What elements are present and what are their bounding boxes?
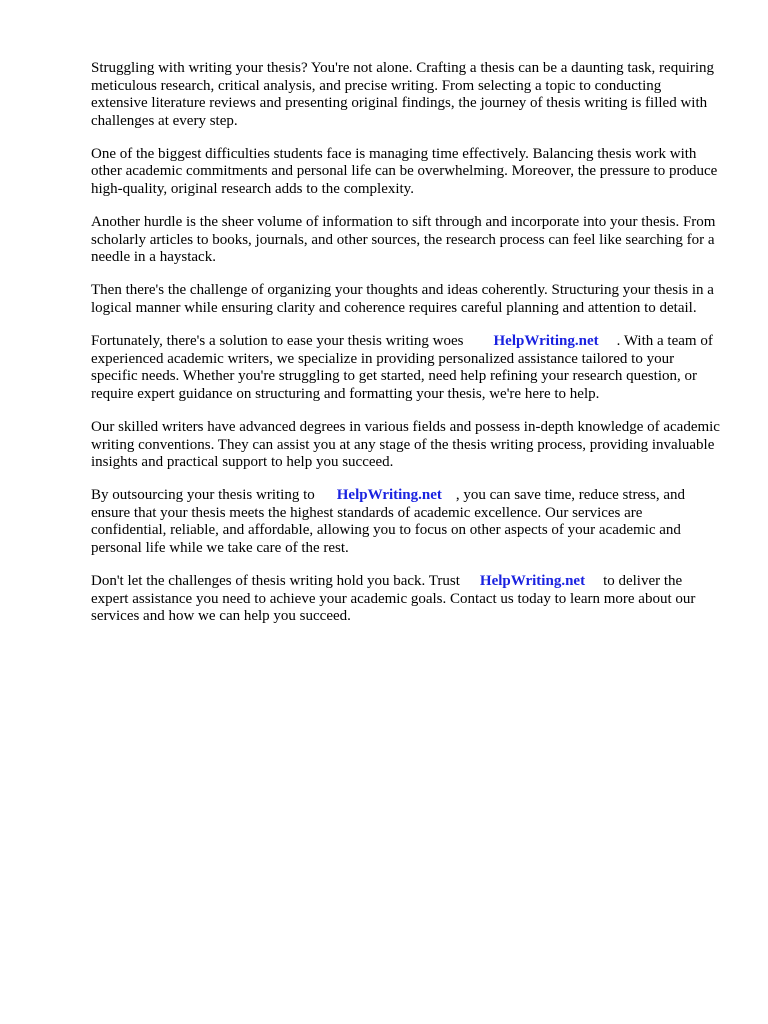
helpwriting-link-3[interactable]: HelpWriting.net (479, 573, 586, 590)
document-body (91, 60, 721, 641)
paragraph-writers: Our skilled writers have advanced degrees in various fields and possess in-depth knowledge of academic writing conventions. They can assist you at any stage of the thesis writing process, providing invaluable insights and practical support to help you succeed. (91, 419, 720, 471)
paragraph-intro: Struggling with writing your thesis? You're not alone. Crafting a thesis can be a daunting task, requiring meticulous research, critical analysis, and precise writing. From selecting a topic to conducting extensive literature reviews and presenting original findings, the journey of thesis writing is filled with challenges at every step. (91, 60, 715, 129)
helpwriting-link-2[interactable]: HelpWriting.net (336, 487, 442, 504)
paragraph-closing (91, 573, 721, 626)
paragraph-outsourcing-text-before: By outsourcing your thesis writing to (91, 487, 315, 504)
paragraph-outsourcing (91, 487, 721, 557)
paragraph-solution-text-before: Fortunately, there's a solution to ease your thesis writing woes (91, 333, 464, 350)
paragraph-organizing: Then there's the challenge of organizing your thoughts and ideas coherently. Structuring your thesis in a logical manner while ensuring clarity and coherence requires careful planning and attention to detail. (91, 282, 714, 317)
paragraph-outsourcing-text-after: , you can save time, reduce stress, and ensure that your thesis meets the highest standards of academic excellence. Our services are confidential, reliable, and affordable, allowing you to focus on other aspects of your academic and personal life while we take care of the rest. (91, 487, 685, 557)
paragraph-solution-text-after: . With a team of experienced academic writers, we specialize in providing personalized assistance tailored to your specific needs. Whether you're struggling to get started, need help refining your research question, or require expert guidance on structuring and formatting your thesis, we're here to help. (91, 333, 713, 402)
paragraph-closing-text-before: Don't let the challenges of thesis writing hold you back. Trust (91, 573, 460, 590)
paragraph-information-volume: Another hurdle is the sheer volume of information to sift through and incorporate into your thesis. From scholarly articles to books, journals, and other sources, the research process can feel like searching for a needle in a haystack. (91, 214, 716, 266)
helpwriting-link-1[interactable]: HelpWriting.net (493, 333, 599, 350)
paragraph-time-management: One of the biggest difficulties students face is managing time effectively. Balancing thesis work with other academic commitments and personal life can be overwhelming. Moreover, the pressure to produce high-quality, original research adds to the complexity. (91, 145, 718, 198)
paragraph-closing-text-after: to deliver the expert assistance you need to achieve your academic goals. Contact us today to learn more about our services and how we can help you succeed. (91, 573, 696, 625)
paragraph-solution (91, 333, 721, 403)
